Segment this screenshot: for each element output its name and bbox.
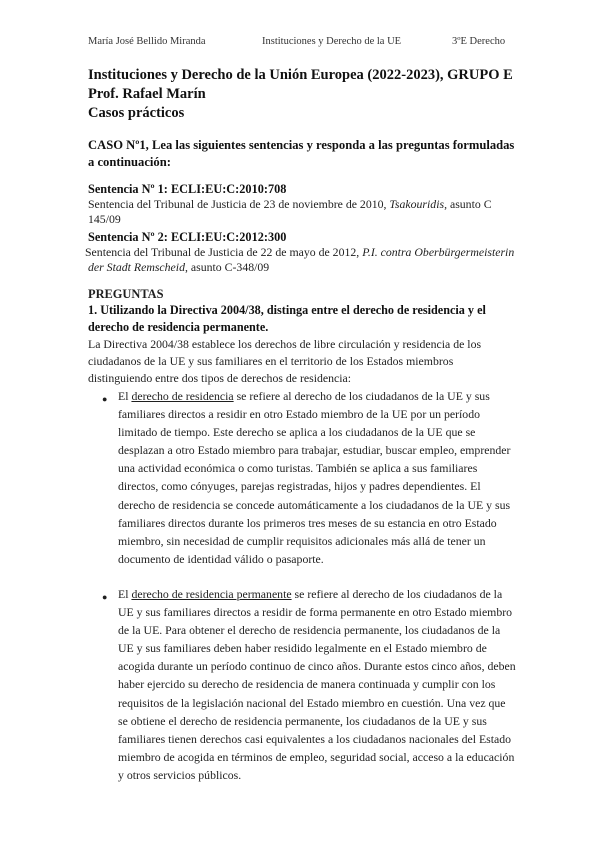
sentencia-2-party: P.I. contra Oberbürgermeisterin der Stadt Remscheid (88, 245, 515, 274)
answer-bullet-list (88, 387, 518, 784)
document-body (85, 66, 518, 784)
header-course: Instituciones y Derecho de la UE (262, 36, 402, 47)
term-derecho-residencia-permanente: derecho de residencia permanente (131, 586, 292, 601)
sentencia-1-title: Sentencia Nº 1: ECLI:EU:C:2010:708 (88, 182, 287, 196)
header-author: María José Bellido Miranda (88, 36, 206, 47)
bullet-icon: ● (102, 591, 108, 602)
question-1: 1. Utilizando la Directiva 2004/38, distinga entre el derecho de residencia y el derecho de residencia permanente. (88, 303, 486, 334)
title-block (88, 66, 518, 123)
term-derecho-residencia: derecho de residencia (131, 389, 234, 403)
sentencia-1-description (88, 197, 518, 227)
bullet-prefix: El (118, 389, 132, 403)
bullet-prefix: El (118, 586, 132, 601)
sentencia-2-description (85, 245, 518, 275)
list-item (88, 387, 518, 568)
list-item (88, 585, 518, 784)
preguntas-heading: PREGUNTAS (88, 287, 164, 301)
sentencia-2-text: Sentencia del Tribunal de Justicia de 22 de mayo de 2012, (85, 245, 363, 259)
bullet-text: se refiere al derecho de los ciudadanos de la UE y sus familiares directos a residir de forma permanente en otro Estado miembro de la UE. Para obtener el derecho de residencia permanente, los ciudadanos de la UE y sus familiares deben haber residido legalmente en el Estado miembro de acogida durante un período continuo de cinco años. Durante estos cinco años, deben haber ejercido su derecho de residencia de manera continuada y cumplir con los requisitos de la legislación nacional del Estado miembro en cuestión. Una vez que se obtiene el derecho de residencia permanente, los ciudadanos de la UE y sus familiares tienen derechos casi equivalentes a los ciudadanos nacionales del Estado miembro de acogida en términos de empleo, seguridad social, acceso a la educación y otros servicios públicos. (118, 586, 516, 782)
sentencia-2-title: Sentencia Nº 2: ECLI:EU:C:2012:300 (88, 230, 287, 244)
header-group: 3ºE Derecho (452, 36, 506, 47)
document-title: Instituciones y Derecho de la Unión Europea (2022-2023), GRUPO E (88, 67, 513, 83)
sentencia-1-case-number: , asunto C 145/09 (88, 197, 492, 226)
bullet-text: se refiere al derecho de los ciudadanos de la UE y sus familiares directos a residir en otro Estado miembro de la UE por un período limitado de tiempo. Este derecho se aplica a los ciudadanos de la UE que se desplazan a otro Estado miembro para trabajar, estudiar, buscar empleo, emprender una actividad económica o como turistas. También se aplica a sus familiares directos, como cónyuges, parejas registradas, hijos y padres dependientes. El derecho de residencia se concede automáticamente a los ciudadanos de la UE y sus familiares directos durante los primeros tres meses de su estancia en otro Estado miembro, sin necesidad de cumplir requisitos adicionales más allá de tener un documento de identidad válido o pasaporte. (118, 389, 511, 566)
answer-intro: La Directiva 2004/38 establece los derechos de libre circulación y residencia de los ciudadanos de la UE y sus familiares en el territorio de los Estados miembros distinguiendo entre dos tipos de derechos de residencia: (88, 337, 482, 385)
sentencia-1-text: Sentencia del Tribunal de Justicia de 23 de noviembre de 2010, (88, 197, 390, 211)
document-subtitle: Casos prácticos (88, 105, 185, 121)
sentencia-2-case-number: , asunto C-348/09 (184, 260, 270, 274)
professor-name: Prof. Rafael Marín (88, 86, 206, 102)
bullet-icon: ● (102, 394, 108, 404)
sentencia-1-party: Tsakouridis (389, 197, 445, 211)
case-heading: CASO Nº1, Lea las siguientes sentencias y responda a las preguntas formuladas a continuación: (88, 138, 515, 169)
